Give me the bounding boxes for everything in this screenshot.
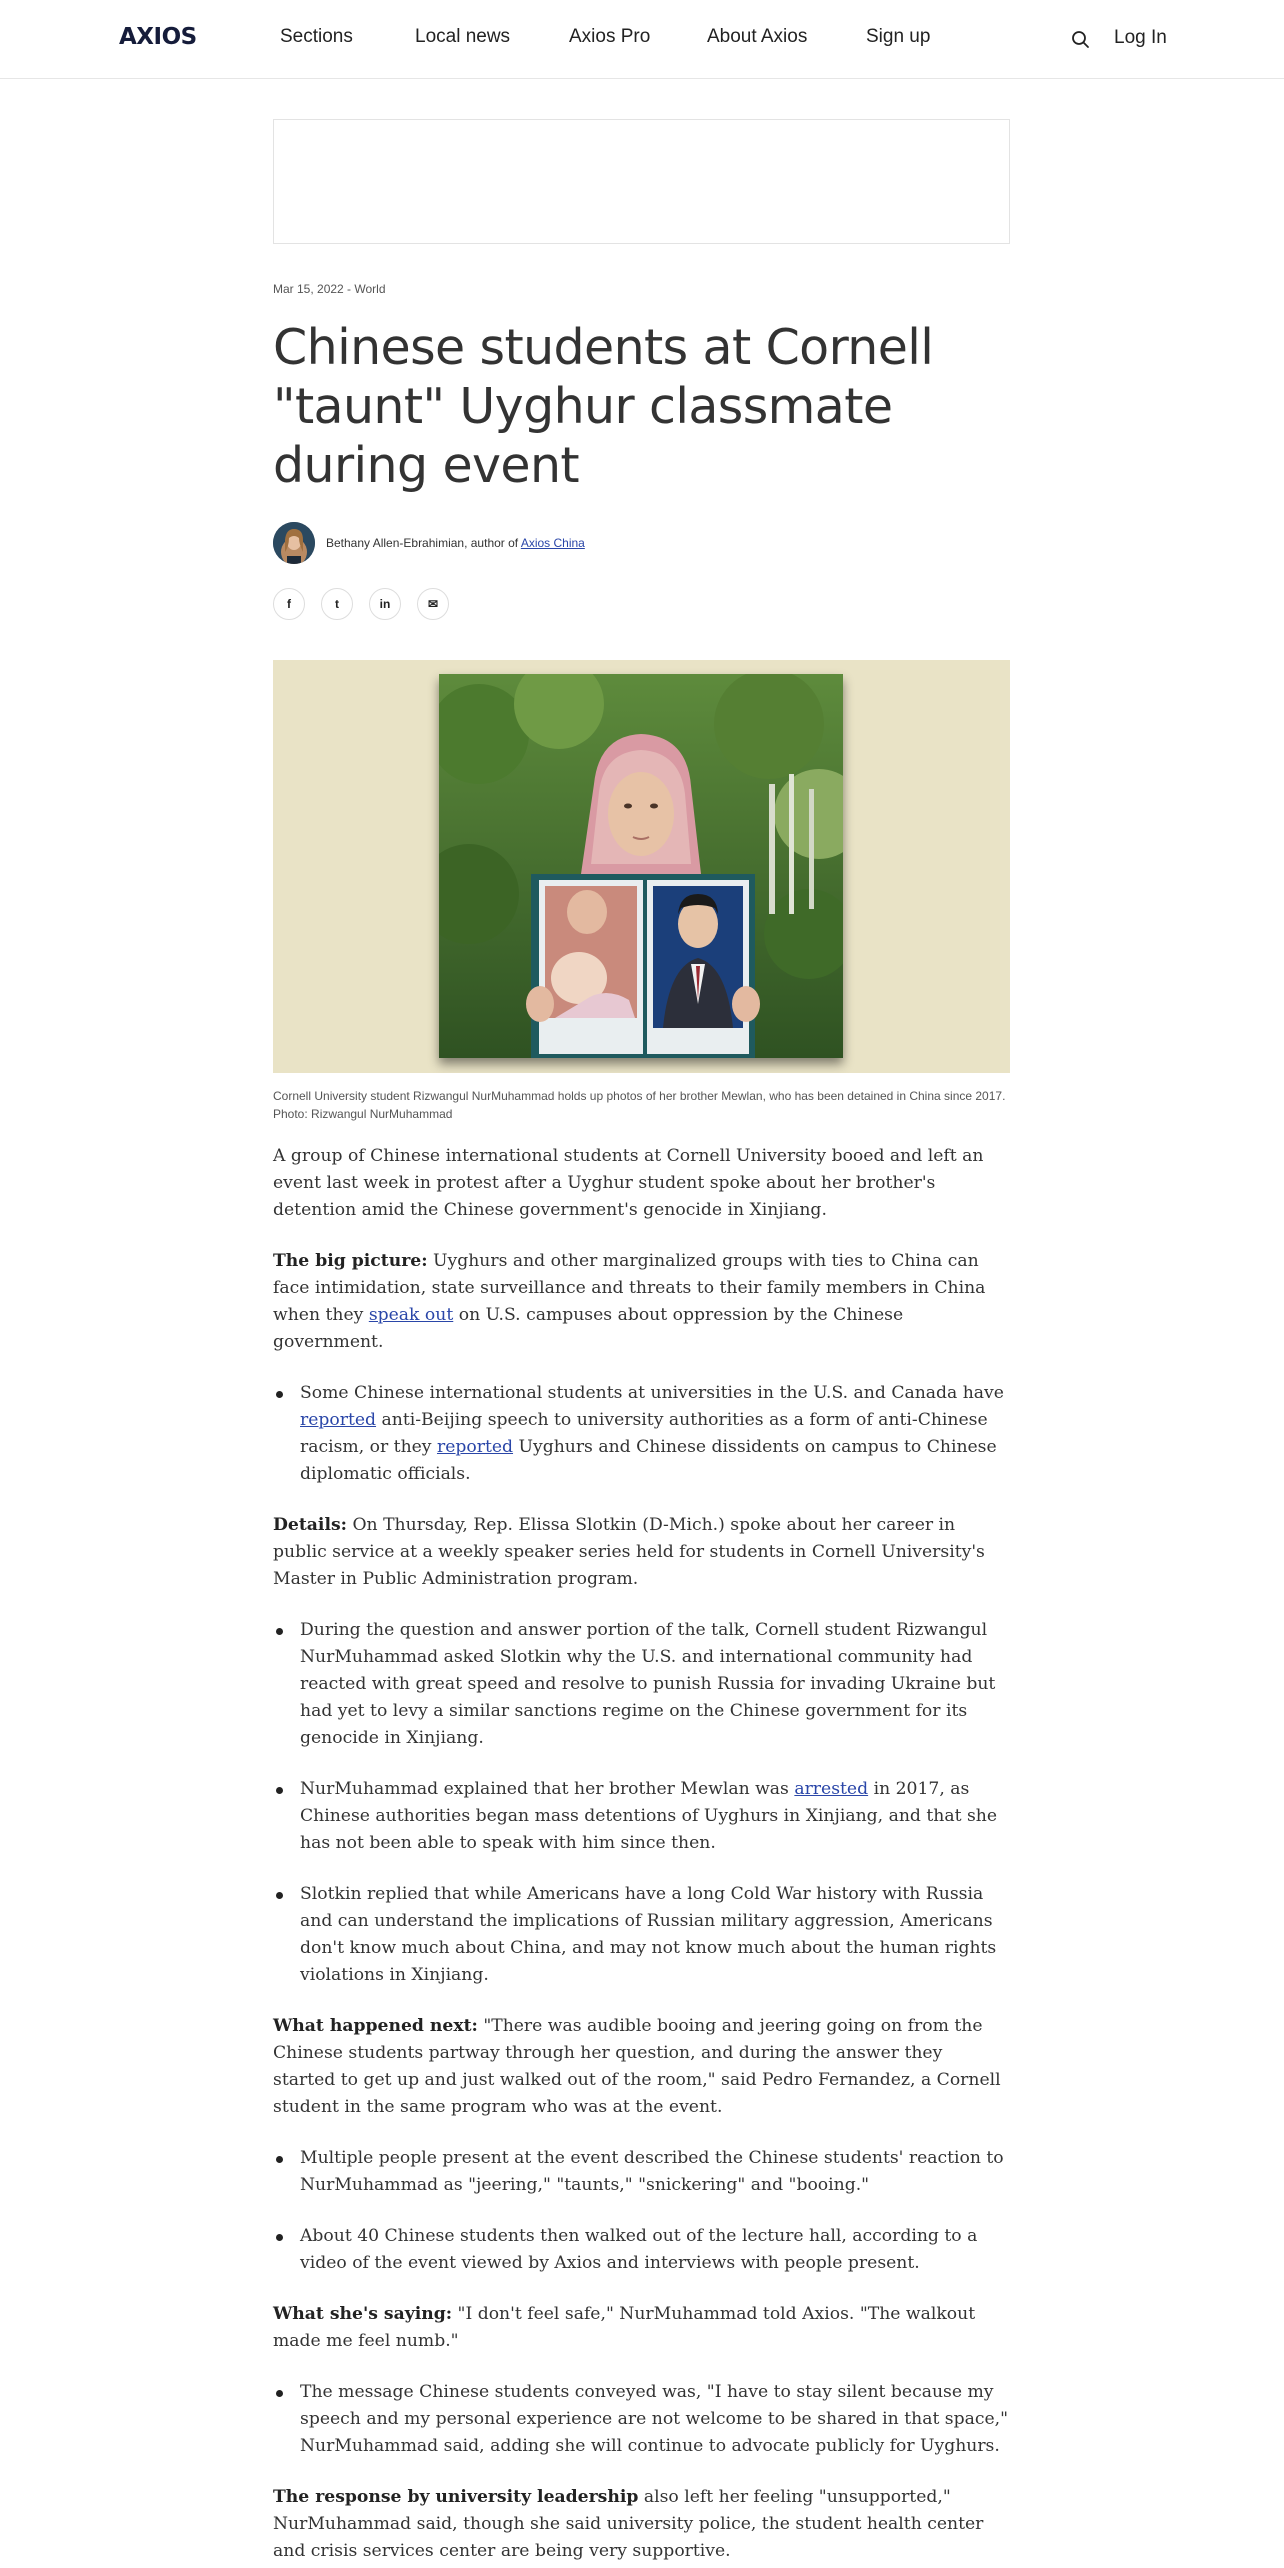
hero-image [273, 660, 1010, 1073]
list-item [273, 1380, 1010, 1488]
big-picture-label: The big picture: [273, 1251, 428, 1271]
login-link[interactable]: Log In [1114, 27, 1167, 48]
nav-sign-up[interactable]: Sign up [866, 26, 931, 47]
nav-axios-pro[interactable]: Axios Pro [569, 26, 651, 47]
speak-out-link[interactable]: speak out [368, 1305, 454, 1325]
bullet1-text-b: anti-Beijing speech to university authorities as a form of anti-Chinese racism, or they [300, 1410, 988, 1457]
big-picture-text-b: on U.S. campuses about oppression by the Chinese government. [273, 1305, 904, 1352]
facebook-icon: f [287, 597, 291, 611]
nav-about-axios[interactable]: About Axios [707, 26, 808, 47]
paragraph-details [273, 1512, 1010, 1593]
response-text: also left her feeling "unsupported," NurMuhammad said, though she said university police, the student health center and crisis services center are being very supportive. [273, 2487, 984, 2561]
bullet-list-1 [273, 1380, 1010, 1488]
axios-logo[interactable]: AXIOS [119, 24, 197, 50]
paragraph-response [273, 2484, 1010, 2565]
twitter-icon: t [335, 597, 339, 611]
newsletter-link[interactable]: Axios China [520, 536, 585, 550]
what-happened-next-text: "There was audible booing and jeering going on from the Chinese students partway through her question, and during the answer they started to get up and just walked out of the room," said Pedro Fernandez, a Cornell student in the same program who was at the event. [273, 2016, 1001, 2117]
list-item: During the question and answer portion of the talk, Cornell student Rizwangul NurMuhammad asked Slotkin why the U.S. and international community had reacted with great speed and resolve to punish Russia for invading Ukraine but had yet to levy a similar sanctions regime on the Chinese government for its genocide in Xinjiang. [273, 1617, 1010, 1752]
search-icon[interactable] [1070, 29, 1092, 51]
list-item [273, 1776, 1010, 1857]
list-item: Slotkin replied that while Americans have a long Cold War history with Russia and can understand the implications of Russian military aggression, Americans don't know much about China, and may not know much about the human rights violations in Xinjiang. [273, 1881, 1010, 1989]
nav-sections[interactable]: Sections [280, 26, 353, 47]
hero-photo [439, 674, 843, 1058]
share-email-button[interactable] [417, 588, 449, 620]
reported-link-2[interactable]: reported [436, 1437, 514, 1457]
list-item: About 40 Chinese students then walked out of the lecture hall, according to a video of the event viewed by Axios and interviews with people present. [273, 2223, 1010, 2277]
list-item: Multiple people present at the event described the Chinese students' reaction to NurMuhammad as "jeering," "taunts," "snickering" and "booing." [273, 2145, 1010, 2199]
paragraph-big-picture [273, 1248, 1010, 1356]
article-date: Mar 15, 2022 [273, 282, 344, 296]
site-header [0, 0, 1284, 79]
bullet-list-2 [273, 1617, 1010, 1989]
bullet3-text-a: NurMuhammad explained that her brother Mewlan was [300, 1779, 795, 1799]
bullet1-text-c: Uyghurs and Chinese dissidents on campus to Chinese diplomatic officials. [300, 1437, 997, 1484]
share-linkedin-button[interactable] [369, 588, 401, 620]
ad-placeholder [273, 119, 1010, 244]
author-name[interactable]: Bethany Allen-Ebrahimian [326, 536, 465, 550]
big-picture-text-a: Uyghurs and other marginalized groups with ties to China can face intimidation, state surveillance and threats to their family members in China when they [273, 1251, 986, 1325]
paragraph-what-shes-saying [273, 2301, 1010, 2355]
dateline [273, 282, 386, 296]
details-text: On Thursday, Rep. Elissa Slotkin (D-Mich.) spoke about her career in public service at a weekly speaker series held for students in Cornell University's Master in Public Administration program. [273, 1515, 985, 1589]
paragraph-intro: A group of Chinese international students at Cornell University booed and left an event last week in protest after a Uyghur student spoke about her brother's detention amid the Chinese government's genocide in Xinjiang. [273, 1146, 984, 1220]
what-happened-next-label: What happened next: [273, 2016, 478, 2036]
article-headline: Chinese students at Cornell "taunt" Uyghur classmate during event [273, 319, 934, 494]
nav-local-news[interactable]: Local news [415, 26, 511, 47]
byline-author-of: , author of [464, 536, 521, 550]
dateline-separator: - [343, 282, 355, 296]
article-section[interactable]: World [354, 282, 386, 296]
paragraph-what-happened-next [273, 2013, 1010, 2121]
arrested-link[interactable]: arrested [794, 1779, 869, 1799]
list-item: The message Chinese students conveyed was, "I have to stay silent because my speech and my personal experience are not welcome to be shared in that space," NurMuhammad said, adding she will continue to advocate publicly for Uyghurs. [273, 2379, 1010, 2460]
share-facebook-button[interactable] [273, 588, 305, 620]
details-label: Details: [273, 1515, 347, 1535]
byline [326, 536, 585, 550]
reported-link-1[interactable]: reported [300, 1410, 377, 1430]
share-twitter-button[interactable] [321, 588, 353, 620]
linkedin-icon: in [379, 597, 391, 611]
bullet1-text-a: Some Chinese international students at universities in the U.S. and Canada have [300, 1383, 1004, 1403]
response-label: The response by university leadership [273, 2487, 639, 2507]
what-shes-saying-text: "I don't feel safe," NurMuhammad told Axios. "The walkout made me feel numb." [273, 2304, 976, 2351]
bullet-list-3 [273, 2145, 1010, 2277]
bullet3-text-b: in 2017, as Chinese authorities began mass detentions of Uyghurs in Xinjiang, and that she has not been able to speak with him since then. [300, 1779, 998, 1853]
what-shes-saying-label: What she's saying: [273, 2304, 453, 2324]
bullet-list-4 [273, 2379, 1010, 2460]
hero-caption: Cornell University student Rizwangul NurMuhammad holds up photos of her brother Mewlan, who has been detained in China since 2017. Photo: Rizwangul NurMuhammad [273, 1089, 1006, 1121]
author-avatar[interactable] [273, 522, 315, 564]
article-body [273, 1143, 1010, 2568]
email-icon: ✉ [427, 597, 439, 611]
